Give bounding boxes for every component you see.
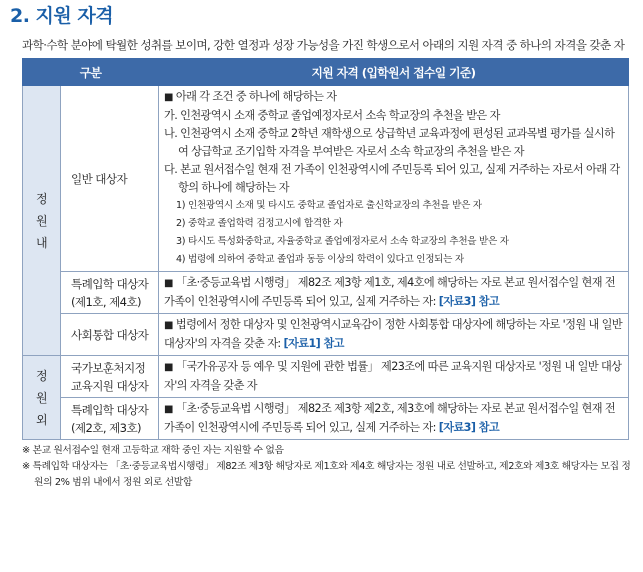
table-row (23, 314, 629, 356)
category-special-in: 특례입학 대상자 (제1호, 제4호) (61, 272, 159, 314)
footnote-2: ※ 특례입학 대상자는 「초·중등교육법시행령」 제82조 제3항 해당자로 제1호와 제4호 해당자는 정원 내로 선발하고, 제2호와 제3호 해당자는 모집 정원의 2% 범위 내에서 정원 외로 선발함 (22, 461, 631, 488)
detail-special-out: ■ 「초·중등교육법 시행령」 제82조 제3항 제2호, 제3호에 해당하는 자로 본교 원서접수일 현재 전 가족이 인천광역시에 주민등록 되어 있고, 실제 거주하는 자: [자료3] 참고 (159, 398, 629, 440)
square-bullet-icon: ■ (164, 92, 173, 103)
general-item-ga: 가. 인천광역시 소재 중학교 졸업예정자로서 소속 학교장의 추천을 받은 자 (164, 109, 500, 122)
square-bullet-icon: ■ (164, 362, 173, 373)
detail-veterans: ■ 「국가유공자 등 예우 및 지원에 관한 법률」 제23조에 따른 교육지원 대상자로 '정원 내 일반 대상자'의 자격을 갖춘 자 (159, 356, 629, 398)
square-bullet-icon: ■ (164, 320, 173, 331)
square-bullet-icon: ■ (164, 278, 173, 289)
footnotes (22, 443, 634, 491)
eligibility-table (22, 58, 629, 440)
intro-paragraph: 과학·수학 분야에 탁월한 성취를 보이며, 강한 열정과 성장 가능성을 가진 학생으로서 아래의 지원 자격 중 하나의 자격을 갖춘 자 (22, 38, 625, 52)
header-category: 구분 (23, 59, 159, 86)
category-general: 일반 대상자 (61, 86, 159, 272)
square-bullet-icon: ■ (164, 404, 173, 415)
detail-social: ■ 법령에서 정한 대상자 및 인천광역시교육감이 정한 사회통합 대상자에 해당하는 자로 '정원 내 일반 대상자'의 자격을 갖춘 자: [자료1] 참고 (159, 314, 629, 356)
table-row (23, 272, 629, 314)
header-qualification: 지원 자격 (입학원서 접수일 기준) (159, 59, 629, 86)
table-row (23, 86, 629, 272)
group-in-quota (23, 86, 61, 356)
reference-link[interactable]: [자료3] 참고 (438, 421, 500, 434)
general-lead-line: ■ 아래 각 조건 중 하나에 해당하는 자 (164, 90, 337, 103)
category-social: 사회통합 대상자 (61, 314, 159, 356)
detail-general (159, 86, 629, 272)
detail-special-in: ■ 「초·중등교육법 시행령」 제82조 제3항 제1호, 제4호에 해당하는 자로 본교 원서접수일 현재 전 가족이 인천광역시에 주민등록 되어 있고, 실제 거주하는 자: [자료3] 참고 (159, 272, 629, 314)
reference-link[interactable]: [자료1] 참고 (283, 337, 344, 350)
category-veterans: 국가보훈처지정 교육지원 대상자 (61, 356, 159, 398)
general-sub-3: 3) 타시도 특성화중학교, 자율중학교 졸업예정자로서 소속 학교장의 추천을 받은 자 (176, 236, 509, 247)
table-row (23, 398, 629, 440)
group-in-label: 정원내 (36, 191, 47, 250)
general-sub-2: 2) 중학교 졸업학력 검정고시에 합격한 자 (176, 218, 343, 229)
category-special-out: 특례입학 대상자 (제2호, 제3호) (61, 398, 159, 440)
reference-link[interactable]: [자료3] 참고 (438, 295, 500, 308)
general-item-da: 다. 본교 원서접수일 현재 전 가족이 인천광역시에 주민등록 되어 있고, 실제 거주하는 자로서 아래 각 항의 하나에 해당하는 자 (164, 163, 620, 194)
table-row (23, 356, 629, 398)
section-title: 2. 지원 자격 (10, 5, 114, 27)
general-sub-4: 4) 법령에 의하여 중학교 졸업과 동등 이상의 학력이 있다고 인정되는 자 (176, 254, 464, 265)
footnote-1: ※ 본교 원서접수일 현재 고등학교 재학 중인 자는 지원할 수 없음 (22, 445, 284, 456)
general-sub-1: 1) 인천광역시 소재 및 타시도 중학교 졸업자로 출신학교장의 추천을 받은 자 (176, 200, 482, 211)
table-header-row (23, 59, 629, 86)
general-item-na: 나. 인천광역시 소재 중학교 2학년 재학생으로 상급학년 교육과정에 편성된 교과목별 평가를 실시하여 상급학교 조기입학 자격을 부여받은 자로서 소속 학교장의 추천을 받은 자 (164, 127, 615, 158)
group-out-label: 정원외 (36, 368, 47, 427)
group-out-quota (23, 356, 61, 440)
